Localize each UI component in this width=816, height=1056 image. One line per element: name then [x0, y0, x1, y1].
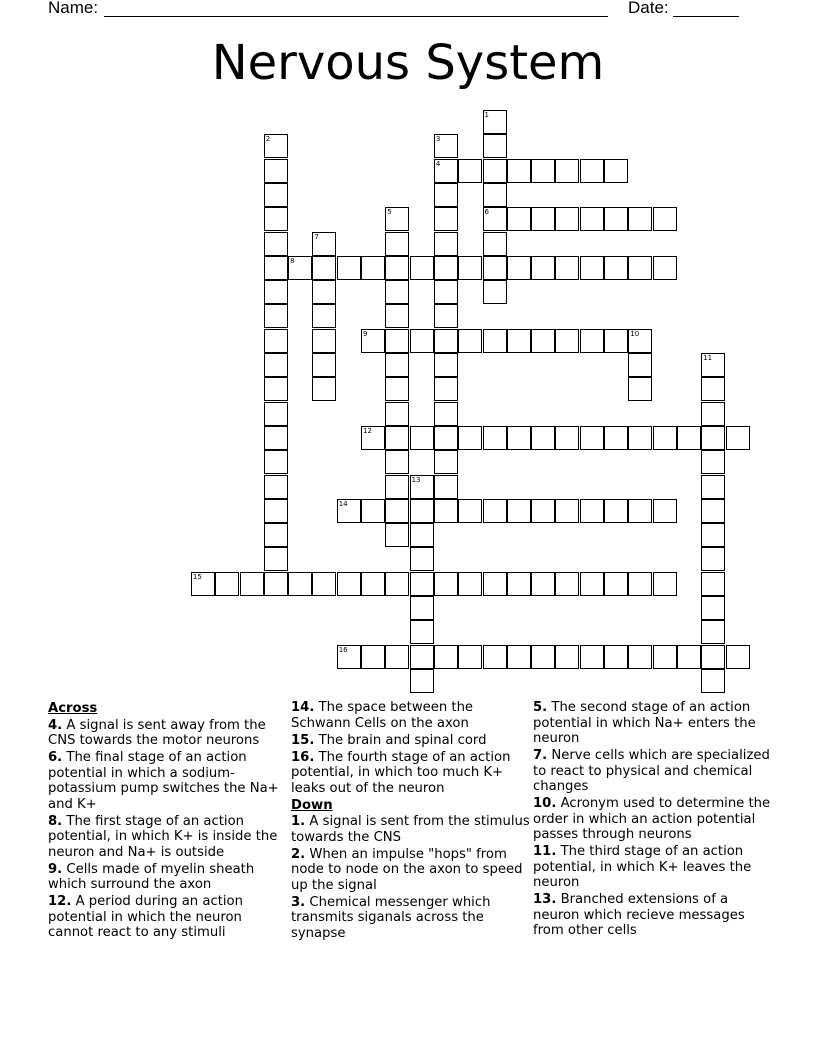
crossword-cell[interactable] [701, 377, 725, 401]
crossword-cell[interactable] [434, 377, 458, 401]
crossword-cell[interactable] [604, 256, 628, 280]
crossword-cell[interactable] [701, 523, 725, 547]
crossword-cell[interactable] [361, 645, 385, 669]
crossword-cell[interactable] [604, 207, 628, 231]
crossword-cell[interactable] [434, 329, 458, 353]
crossword-cell[interactable] [385, 207, 409, 231]
clues-column-1 [48, 700, 288, 942]
crossword-cell[interactable] [288, 572, 312, 596]
crossword-cell[interactable] [264, 329, 288, 353]
crossword-cell[interactable] [264, 499, 288, 523]
crossword-cell[interactable] [653, 499, 677, 523]
crossword-cell[interactable] [385, 450, 409, 474]
crossword-cell[interactable] [628, 353, 652, 377]
clue-down-11: 11. The third stage of an action potential, in which K+ leaves the neuron [533, 844, 752, 891]
crossword-cell[interactable] [434, 426, 458, 450]
crossword-cell[interactable] [385, 256, 409, 280]
crossword-cell[interactable] [483, 159, 507, 183]
crossword-cell[interactable] [701, 572, 725, 596]
crossword-cell[interactable] [385, 475, 409, 499]
crossword-cell[interactable] [361, 426, 385, 450]
crossword-cell[interactable] [312, 572, 336, 596]
clue-number: 6 [484, 208, 489, 217]
crossword-cell[interactable] [434, 499, 458, 523]
crossword-cell[interactable] [628, 256, 652, 280]
crossword-cell[interactable] [483, 329, 507, 353]
crossword-cell[interactable] [434, 572, 458, 596]
crossword-cell[interactable] [410, 596, 434, 620]
crossword-cell[interactable] [531, 207, 555, 231]
crossword-cell[interactable] [531, 645, 555, 669]
crossword-cell[interactable] [677, 645, 701, 669]
crossword-cell[interactable] [555, 329, 579, 353]
crossword-cell[interactable] [701, 450, 725, 474]
crossword-cell[interactable] [628, 207, 652, 231]
clue-number: 8 [290, 256, 295, 265]
crossword-cell[interactable] [191, 572, 215, 596]
crossword-cell[interactable] [531, 499, 555, 523]
crossword-cell[interactable] [726, 645, 750, 669]
clue-number: 9 [363, 329, 368, 338]
crossword-cell[interactable] [215, 572, 239, 596]
crossword-cell[interactable] [555, 499, 579, 523]
crossword-cell[interactable] [264, 159, 288, 183]
crossword-cell[interactable] [410, 620, 434, 644]
clue-down-1: 1. A signal is sent from the stimulus towards the CNS [291, 814, 530, 845]
crossword-cell[interactable] [604, 572, 628, 596]
crossword-cell[interactable] [385, 353, 409, 377]
clue-across-14: 14. The space between the Schwann Cells on the axon [291, 700, 474, 731]
crossword-cell[interactable] [410, 256, 434, 280]
crossword-cell[interactable] [483, 232, 507, 256]
crossword-cell[interactable] [580, 499, 604, 523]
crossword-cell[interactable] [653, 645, 677, 669]
crossword-cell[interactable] [555, 256, 579, 280]
clue-across-15: 15. The brain and spinal cord [291, 732, 487, 748]
crossword-cell[interactable] [264, 377, 288, 401]
crossword-cell[interactable] [312, 304, 336, 328]
crossword-cell[interactable] [507, 159, 531, 183]
crossword-cell[interactable] [410, 523, 434, 547]
clue-number: 16 [338, 645, 348, 654]
clue-across-12: 12. A period during an action potential in which the neuron cannot react to any stimuli [48, 894, 243, 941]
crossword-cell[interactable] [701, 402, 725, 426]
clue-number: 1 [484, 111, 489, 119]
crossword-cell[interactable] [531, 329, 555, 353]
clue-down-2: 2. When an impulse "hops" from node to node on the axon to speed up the signal [291, 846, 523, 893]
crossword-cell[interactable] [434, 159, 458, 183]
crossword-cell[interactable] [434, 475, 458, 499]
crossword-cell[interactable] [385, 329, 409, 353]
crossword-cell[interactable] [385, 280, 409, 304]
crossword-cell[interactable] [580, 207, 604, 231]
crossword-cell[interactable] [701, 475, 725, 499]
crossword-cell[interactable] [385, 499, 409, 523]
crossword-cell[interactable] [385, 523, 409, 547]
crossword-cell[interactable] [580, 572, 604, 596]
crossword-cell[interactable] [483, 207, 507, 231]
crossword-cell[interactable] [483, 256, 507, 280]
crossword-cell[interactable] [677, 426, 701, 450]
crossword-cell[interactable] [507, 256, 531, 280]
crossword-cell[interactable] [701, 669, 725, 693]
clue-down-3: 3. Chemical messenger which transmits siganals across the synapse [291, 894, 491, 941]
crossword-cell[interactable] [434, 645, 458, 669]
clues-column-3 [533, 700, 773, 940]
crossword-cell[interactable] [434, 304, 458, 328]
crossword-cell[interactable] [361, 256, 385, 280]
crossword-cell[interactable] [507, 645, 531, 669]
crossword-cell[interactable] [434, 402, 458, 426]
crossword-cell[interactable] [264, 572, 288, 596]
crossword-cell[interactable] [410, 426, 434, 450]
crossword-cell[interactable] [434, 256, 458, 280]
name-label: Name: [48, 0, 99, 17]
crossword-cell[interactable] [385, 645, 409, 669]
clue-number: 11 [703, 354, 713, 362]
date-label: Date: [628, 0, 669, 17]
crossword-cell[interactable] [434, 183, 458, 207]
crossword-cell[interactable] [701, 353, 725, 377]
crossword-cell[interactable] [628, 426, 652, 450]
crossword-cell[interactable] [264, 523, 288, 547]
crossword-cell[interactable] [264, 256, 288, 280]
crossword-cell[interactable] [507, 426, 531, 450]
crossword-cell[interactable] [507, 329, 531, 353]
crossword-cell[interactable] [483, 110, 507, 134]
crossword-cell[interactable] [701, 645, 725, 669]
crossword-cell[interactable] [337, 499, 361, 523]
crossword-cell[interactable] [337, 256, 361, 280]
clue-number: 15 [192, 572, 202, 581]
crossword-cell[interactable] [628, 329, 652, 353]
crossword-cell[interactable] [410, 499, 434, 523]
crossword-cell[interactable] [385, 232, 409, 256]
crossword-cell[interactable] [531, 572, 555, 596]
crossword-cell[interactable] [410, 669, 434, 693]
clues-column-2 [291, 700, 531, 943]
clue-number: 4 [435, 159, 441, 168]
clue-number: 12 [363, 426, 372, 435]
crossword-cell[interactable] [507, 572, 531, 596]
clue-across-4: 4. A signal is sent away from the CNS towards the motor neurons [48, 717, 266, 748]
crossword-cell[interactable] [458, 645, 482, 669]
crossword-cell[interactable] [701, 620, 725, 644]
clue-number: 14 [338, 499, 348, 508]
crossword-cell[interactable] [628, 645, 652, 669]
crossword-cell[interactable] [580, 426, 604, 450]
clue-number: 2 [265, 135, 271, 144]
crossword-cell[interactable] [312, 353, 336, 377]
crossword-cell[interactable] [701, 596, 725, 620]
crossword-cell[interactable] [483, 183, 507, 207]
puzzle-title: Nervous System [211, 35, 605, 91]
crossword-cell[interactable] [361, 329, 385, 353]
crossword-cell[interactable] [653, 572, 677, 596]
crossword-cell[interactable] [361, 572, 385, 596]
crossword-cell[interactable] [580, 159, 604, 183]
crossword-cell[interactable] [264, 353, 288, 377]
crossword-cell[interactable] [701, 547, 725, 571]
crossword-cell[interactable] [653, 256, 677, 280]
crossword-cell[interactable] [385, 304, 409, 328]
crossword-cell[interactable] [701, 426, 725, 450]
crossword-cell[interactable] [531, 256, 555, 280]
crossword-cell[interactable] [240, 572, 264, 596]
crossword-cell[interactable] [483, 280, 507, 304]
crossword-cell[interactable] [555, 572, 579, 596]
crossword-cell[interactable] [604, 426, 628, 450]
crossword-cell[interactable] [434, 232, 458, 256]
crossword-cell[interactable] [385, 402, 409, 426]
crossword-cell[interactable] [264, 280, 288, 304]
crossword-cell[interactable] [580, 645, 604, 669]
crossword-cell[interactable] [410, 475, 434, 499]
crossword-cell[interactable] [312, 256, 336, 280]
clue-down-5: 5. The second stage of an action potential in which Na+ enters the neuron [533, 700, 756, 746]
crossword-cell[interactable] [264, 207, 288, 231]
crossword-cell[interactable] [507, 499, 531, 523]
clue-down-7: 7. Nerve cells which are specialized to react to physical and chemical changes [533, 748, 770, 795]
crossword-cell[interactable] [385, 377, 409, 401]
crossword-cell[interactable] [288, 256, 312, 280]
crossword-cell[interactable] [264, 547, 288, 571]
crossword-cell[interactable] [361, 499, 385, 523]
crossword-cell[interactable] [555, 207, 579, 231]
crossword-cell[interactable] [264, 232, 288, 256]
crossword-cell[interactable] [628, 377, 652, 401]
crossword-cell[interactable] [385, 572, 409, 596]
crossword-cell[interactable] [555, 426, 579, 450]
crossword-cell[interactable] [434, 207, 458, 231]
crossword-cell[interactable] [653, 207, 677, 231]
clue-across-6: 6. The final stage of an action potential in which a sodium-potassium pump switches the Na+ and K+ [48, 750, 279, 812]
crossword-cell[interactable] [312, 377, 336, 401]
crossword-cell[interactable] [312, 280, 336, 304]
crossword-cell[interactable] [555, 159, 579, 183]
crossword-cell[interactable] [458, 426, 482, 450]
crossword-cell[interactable] [434, 450, 458, 474]
crossword-cell[interactable] [604, 499, 628, 523]
crossword-cell[interactable] [337, 645, 361, 669]
clue-number: 3 [435, 135, 441, 144]
crossword-cell[interactable] [531, 159, 555, 183]
clue-number: 5 [387, 208, 392, 217]
crossword-cell[interactable] [264, 450, 288, 474]
crossword-cell[interactable] [483, 426, 507, 450]
crossword-cell[interactable] [264, 402, 288, 426]
crossword-cell[interactable] [385, 426, 409, 450]
crossword-cell[interactable] [458, 572, 482, 596]
clue-down-10: 10. Acronym used to determine the order in which an action potential passes through neurons [533, 796, 771, 843]
crossword-cell[interactable] [604, 645, 628, 669]
crossword-cell[interactable] [726, 426, 750, 450]
crossword-cell[interactable] [483, 572, 507, 596]
crossword-cell[interactable] [507, 207, 531, 231]
crossword-cell[interactable] [483, 499, 507, 523]
crossword-cell[interactable] [410, 547, 434, 571]
crossword-cell[interactable] [312, 232, 336, 256]
crossword-cell[interactable] [628, 499, 652, 523]
clue-across-16: 16. The fourth stage of an action potential, in which too much K+ leaks out of the neuron [291, 749, 511, 796]
down-heading: Down [291, 797, 333, 813]
clue-down-13: 13. Branched extensions of a neuron which recieve messages from other cells [533, 892, 745, 939]
crossword-cell[interactable] [701, 499, 725, 523]
clue-across-8: 8. The first stage of an action potential, in which K+ is inside the neuron and Na+ is outside [48, 813, 278, 860]
crossword-cell[interactable] [410, 329, 434, 353]
clue-number: 7 [314, 232, 319, 241]
crossword-cell[interactable] [604, 329, 628, 353]
crossword-cell[interactable] [458, 329, 482, 353]
clue-across-9: 9. Cells made of myelin sheath which surround the axon [48, 861, 255, 893]
crossword-cell[interactable] [580, 329, 604, 353]
clue-number: 10 [630, 329, 640, 338]
crossword-cell[interactable] [264, 475, 288, 499]
crossword-cell[interactable] [653, 426, 677, 450]
crossword-cell[interactable] [531, 426, 555, 450]
crossword-cell[interactable] [434, 353, 458, 377]
crossword-cell[interactable] [410, 645, 434, 669]
crossword-cell[interactable] [410, 572, 434, 596]
crossword-cell[interactable] [434, 280, 458, 304]
crossword-cell[interactable] [458, 499, 482, 523]
crossword-cell[interactable] [264, 183, 288, 207]
crossword-cell[interactable] [434, 134, 458, 158]
crossword-cell[interactable] [483, 645, 507, 669]
across-heading: Across [48, 701, 98, 716]
crossword-cell[interactable] [312, 329, 336, 353]
clue-number: 13 [411, 475, 421, 484]
crossword-cell[interactable] [580, 256, 604, 280]
crossword-cell[interactable] [458, 159, 482, 183]
crossword-cell[interactable] [604, 159, 628, 183]
crossword-cell[interactable] [555, 645, 579, 669]
crossword-cell[interactable] [264, 426, 288, 450]
crossword-cell[interactable] [483, 134, 507, 158]
crossword-cell[interactable] [337, 572, 361, 596]
crossword-cell[interactable] [264, 304, 288, 328]
crossword-cell[interactable] [264, 134, 288, 158]
crossword-cell[interactable] [458, 256, 482, 280]
crossword-cell[interactable] [628, 572, 652, 596]
